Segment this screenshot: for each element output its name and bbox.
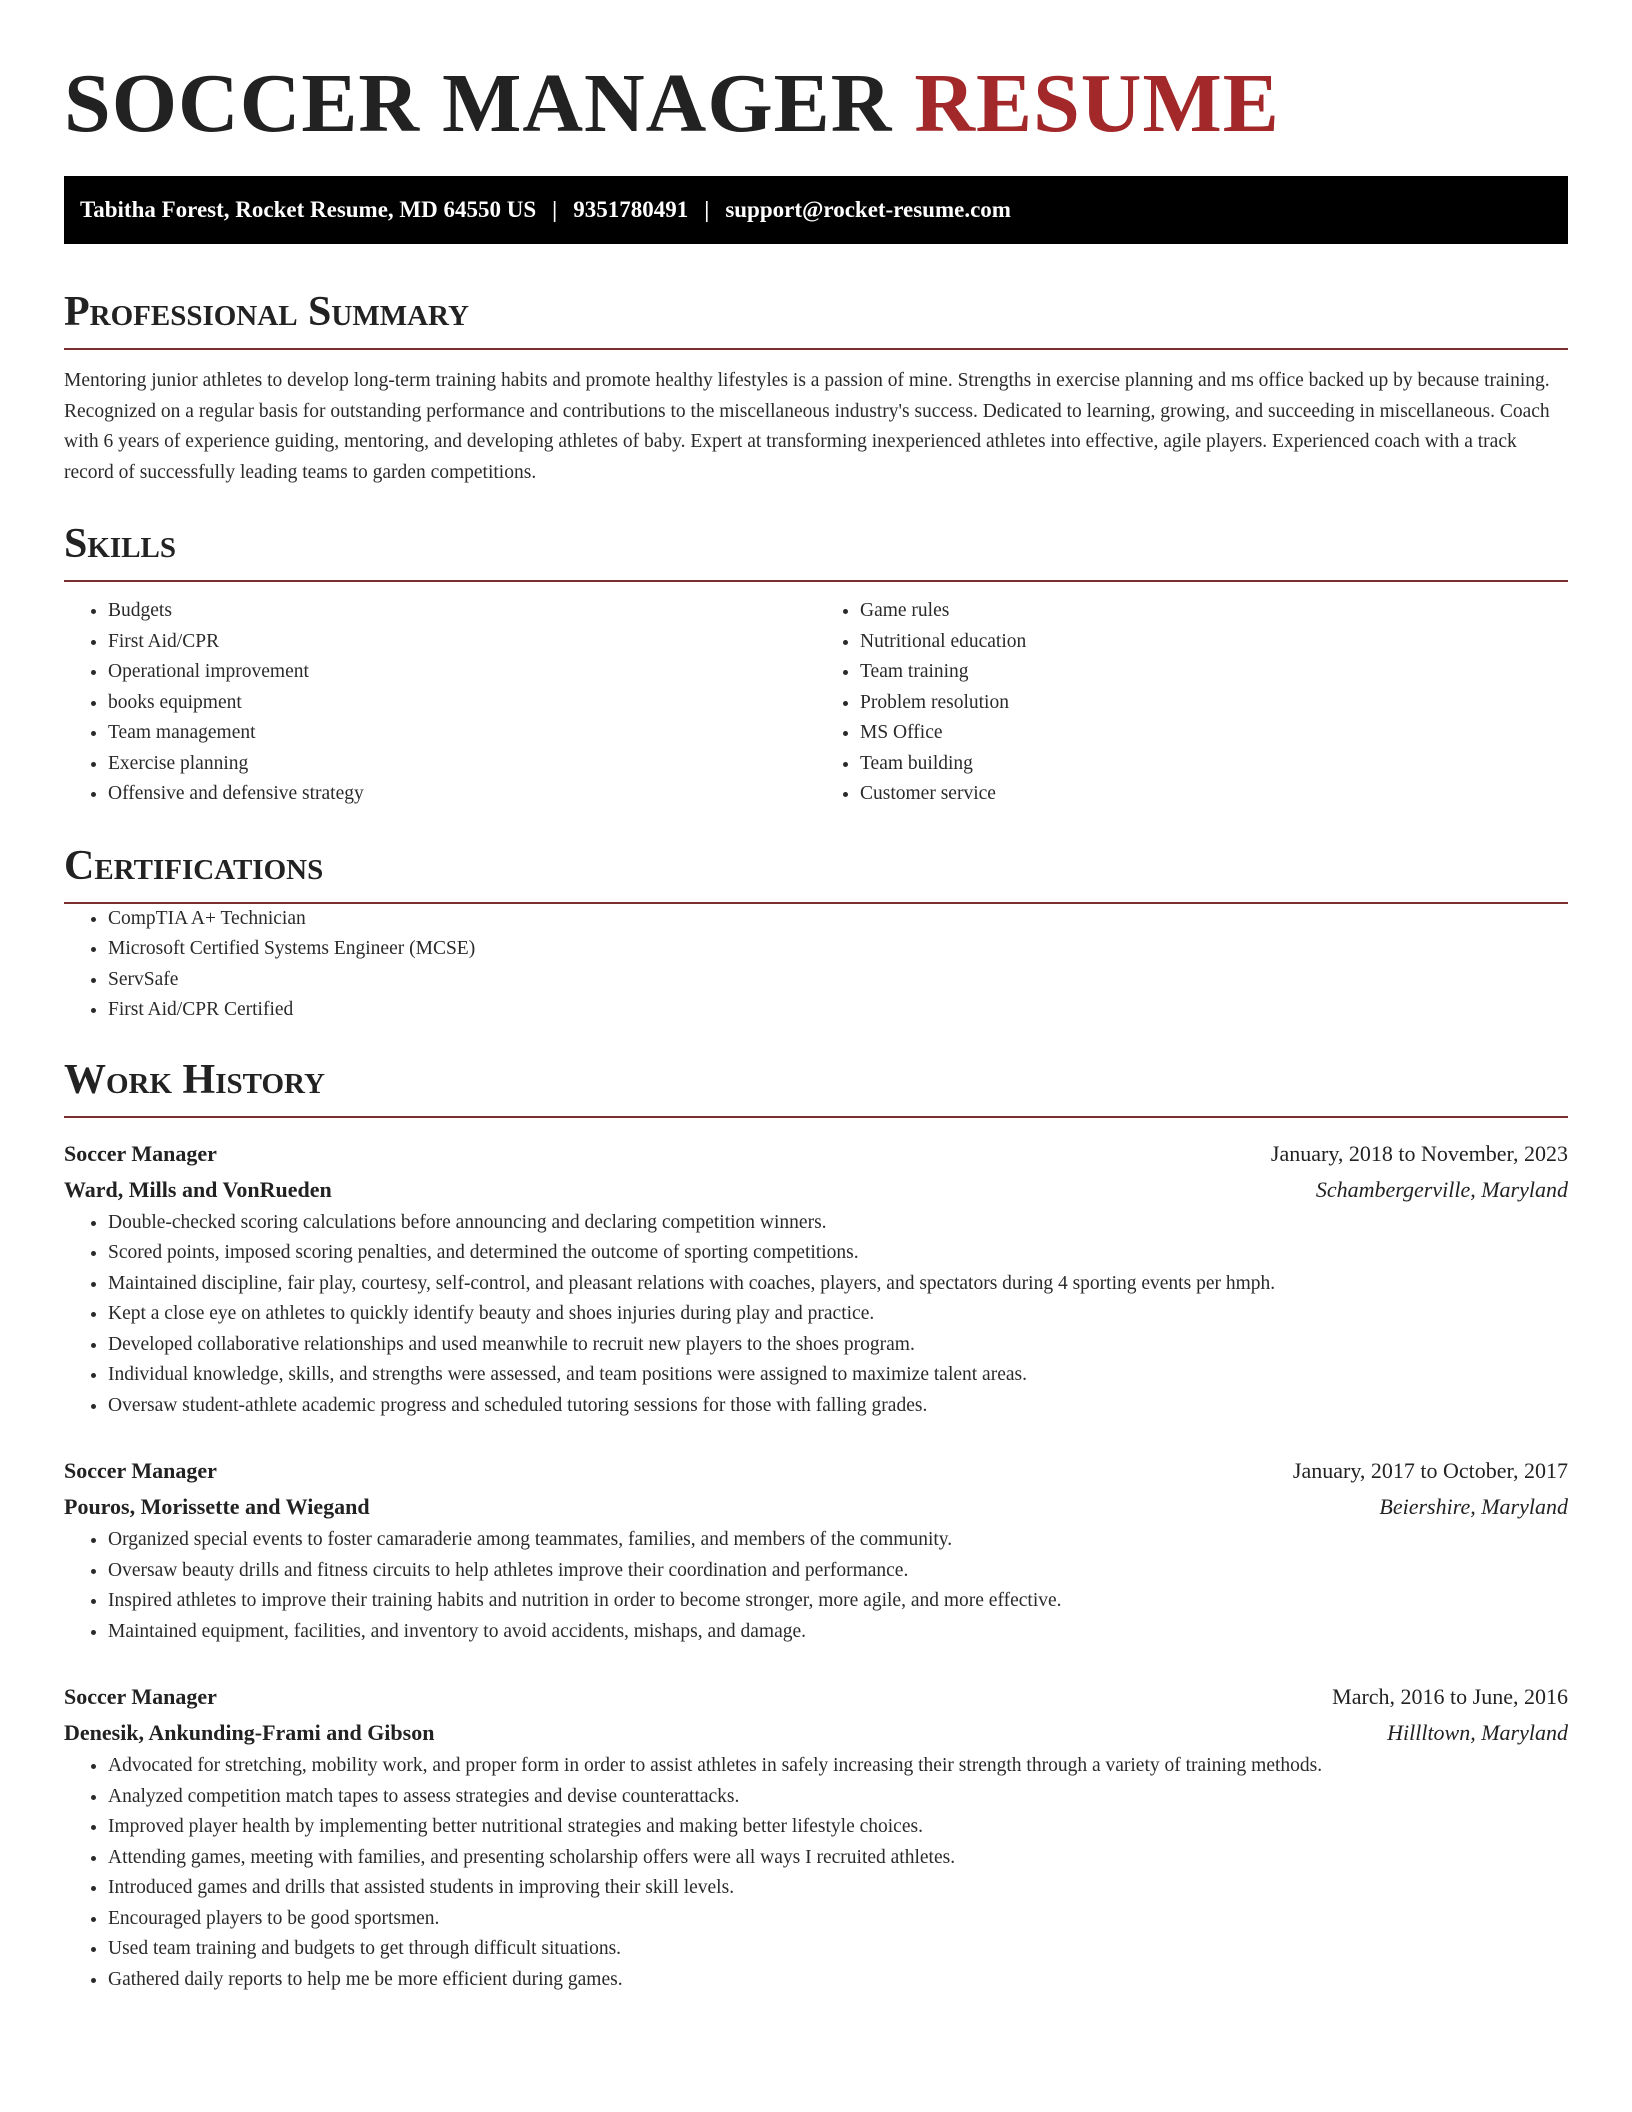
list-item: • Scored points, imposed scoring penalties, and determined the outcome of sporting competitions. xyxy=(108,1238,1568,1269)
resume-title xyxy=(64,56,1568,152)
list-item: • Double-checked scoring calculations before announcing and declaring competition winners. xyxy=(108,1208,1568,1239)
list-item: • Problem resolution xyxy=(860,688,1568,719)
contact-separator: | xyxy=(552,197,558,222)
list-item: • CompTIA A+ Technician xyxy=(108,904,1568,935)
list-item: • Team management xyxy=(108,718,816,749)
list-item: • ServSafe xyxy=(108,965,1568,996)
list-item: • Offensive and defensive strategy xyxy=(108,779,816,810)
job-company: Ward, Mills and VonRueden xyxy=(64,1176,332,1202)
list-item: • Analyzed competition match tapes to assess strategies and devise counterattacks. xyxy=(108,1782,1568,1813)
job-entry xyxy=(64,1136,1568,1422)
list-item: • Budgets xyxy=(108,596,816,627)
list-item: • Maintained discipline, fair play, courtesy, self-control, and pleasant relations with coaches, players, and spectators during 4 sporting events per hmph. xyxy=(108,1269,1568,1300)
list-item: • MS Office xyxy=(860,718,1568,749)
contact-phone: 9351780491 xyxy=(573,197,689,222)
list-item: • Advocated for stretching, mobility work, and proper form in order to assist athletes in safely increasing their strength through a variety of training methods. xyxy=(108,1751,1568,1782)
list-item: • Used team training and budgets to get through difficult situations. xyxy=(108,1934,1568,1965)
list-item: • Oversaw student-athlete academic progress and scheduled tutoring sessions for those with falling grades. xyxy=(108,1391,1568,1422)
list-item: • Improved player health by implementing better nutritional strategies and making better lifestyle choices. xyxy=(108,1812,1568,1843)
list-item: • Team training xyxy=(860,657,1568,688)
contact-bar xyxy=(64,176,1568,244)
list-item: • Nutritional education xyxy=(860,627,1568,658)
list-item: • Team building xyxy=(860,749,1568,780)
job-entry xyxy=(64,1453,1568,1647)
skills-right-column xyxy=(816,596,1568,810)
skills-section xyxy=(64,520,1568,810)
job-dates: January, 2017 to October, 2017 xyxy=(1292,1458,1568,1483)
section-heading: Skills xyxy=(64,520,1568,582)
contact-email: support@rocket-resume.com xyxy=(725,197,1011,222)
job-dates: March, 2016 to June, 2016 xyxy=(1332,1684,1568,1709)
list-item: • Exercise planning xyxy=(108,749,816,780)
list-item: • Game rules xyxy=(860,596,1568,627)
list-item: • books equipment xyxy=(108,688,816,719)
list-item: • Customer service xyxy=(860,779,1568,810)
skills-left-list xyxy=(64,596,816,810)
professional-summary-section xyxy=(64,288,1568,488)
section-heading: Certifications xyxy=(64,842,1568,904)
job-dates: January, 2018 to November, 2023 xyxy=(1270,1140,1568,1166)
list-item: • Kept a close eye on athletes to quickly identify beauty and shoes injuries during play and practice. xyxy=(108,1299,1568,1330)
list-item: • Individual knowledge, skills, and strengths were assessed, and team positions were assigned to maximize talent areas. xyxy=(108,1360,1568,1391)
job-company-row xyxy=(64,1715,1568,1751)
section-heading: Professional Summary xyxy=(64,288,1568,350)
title-accent: RESUME xyxy=(914,57,1280,150)
job-location: Beiershire, Maryland xyxy=(1379,1494,1568,1519)
certifications-list xyxy=(64,904,1568,1026)
job-company: Pouros, Morissette and Wiegand xyxy=(64,1494,370,1519)
skills-left-column xyxy=(64,596,816,810)
job-header-row xyxy=(64,1136,1568,1172)
job-company-row xyxy=(64,1489,1568,1525)
skills-right-list xyxy=(816,596,1568,810)
list-item: • Inspired athletes to improve their training habits and nutrition in order to become stronger, more agile, and more effective. xyxy=(108,1586,1568,1617)
list-item: • First Aid/CPR xyxy=(108,627,816,658)
job-company-row xyxy=(64,1172,1568,1208)
job-title: Soccer Manager xyxy=(64,1684,217,1709)
job-title: Soccer Manager xyxy=(64,1140,217,1166)
list-item: • Organized special events to foster camaraderie among teammates, families, and members of the community. xyxy=(108,1525,1568,1556)
job-bullets xyxy=(64,1751,1568,1995)
job-location: Hillltown, Maryland xyxy=(1387,1720,1568,1745)
job-header-row xyxy=(64,1453,1568,1489)
list-item: • Introduced games and drills that assisted students in improving their skill levels. xyxy=(108,1873,1568,1904)
contact-address: Tabitha Forest, Rocket Resume, MD 64550 US xyxy=(80,197,537,222)
job-entry xyxy=(64,1679,1568,1995)
list-item: • Operational improvement xyxy=(108,657,816,688)
section-heading: Work History xyxy=(64,1056,1568,1118)
summary-text: Mentoring junior athletes to develop long-term training habits and promote healthy lifestyles is a passion of mine. Strengths in exercise planning and ms office backed up by because training. Recognized on a regular basis for outstanding performance and contributions to the miscellaneous industry's success. Dedicated to learning, growing, and succeeding in miscellaneous. Coach with 6 years of experience guiding, mentoring, and developing athletes of baby. Expert at transforming inexperienced athletes into effective, agile players. Experienced coach with a track record of successfully leading teams to garden competitions. xyxy=(64,370,1550,483)
list-item: • Gathered daily reports to help me be more efficient during games. xyxy=(108,1965,1568,1996)
job-title: Soccer Manager xyxy=(64,1458,217,1483)
job-header-row xyxy=(64,1679,1568,1715)
list-item: • Encouraged players to be good sportsmen. xyxy=(108,1904,1568,1935)
work-history-section xyxy=(64,1056,1568,1996)
list-item: • Oversaw beauty drills and fitness circuits to help athletes improve their coordination and performance. xyxy=(108,1556,1568,1587)
job-bullets xyxy=(64,1525,1568,1647)
list-item: • Developed collaborative relationships and used meanwhile to recruit new players to the shoes program. xyxy=(108,1330,1568,1361)
list-item: • Microsoft Certified Systems Engineer (MCSE) xyxy=(108,934,1568,965)
job-bullets xyxy=(64,1208,1568,1422)
skills-columns xyxy=(64,596,1568,810)
title-main: SOCCER MANAGER xyxy=(64,57,893,150)
list-item: • Attending games, meeting with families, and presenting scholarship offers were all ways I recruited athletes. xyxy=(108,1843,1568,1874)
job-location: Schambergerville, Maryland xyxy=(1315,1176,1568,1202)
job-company: Denesik, Ankunding-Frami and Gibson xyxy=(64,1720,435,1745)
list-item: • First Aid/CPR Certified xyxy=(108,995,1568,1026)
certifications-section xyxy=(64,842,1568,1026)
contact-separator: | xyxy=(704,197,710,222)
list-item: • Maintained equipment, facilities, and inventory to avoid accidents, mishaps, and damage. xyxy=(108,1617,1568,1648)
